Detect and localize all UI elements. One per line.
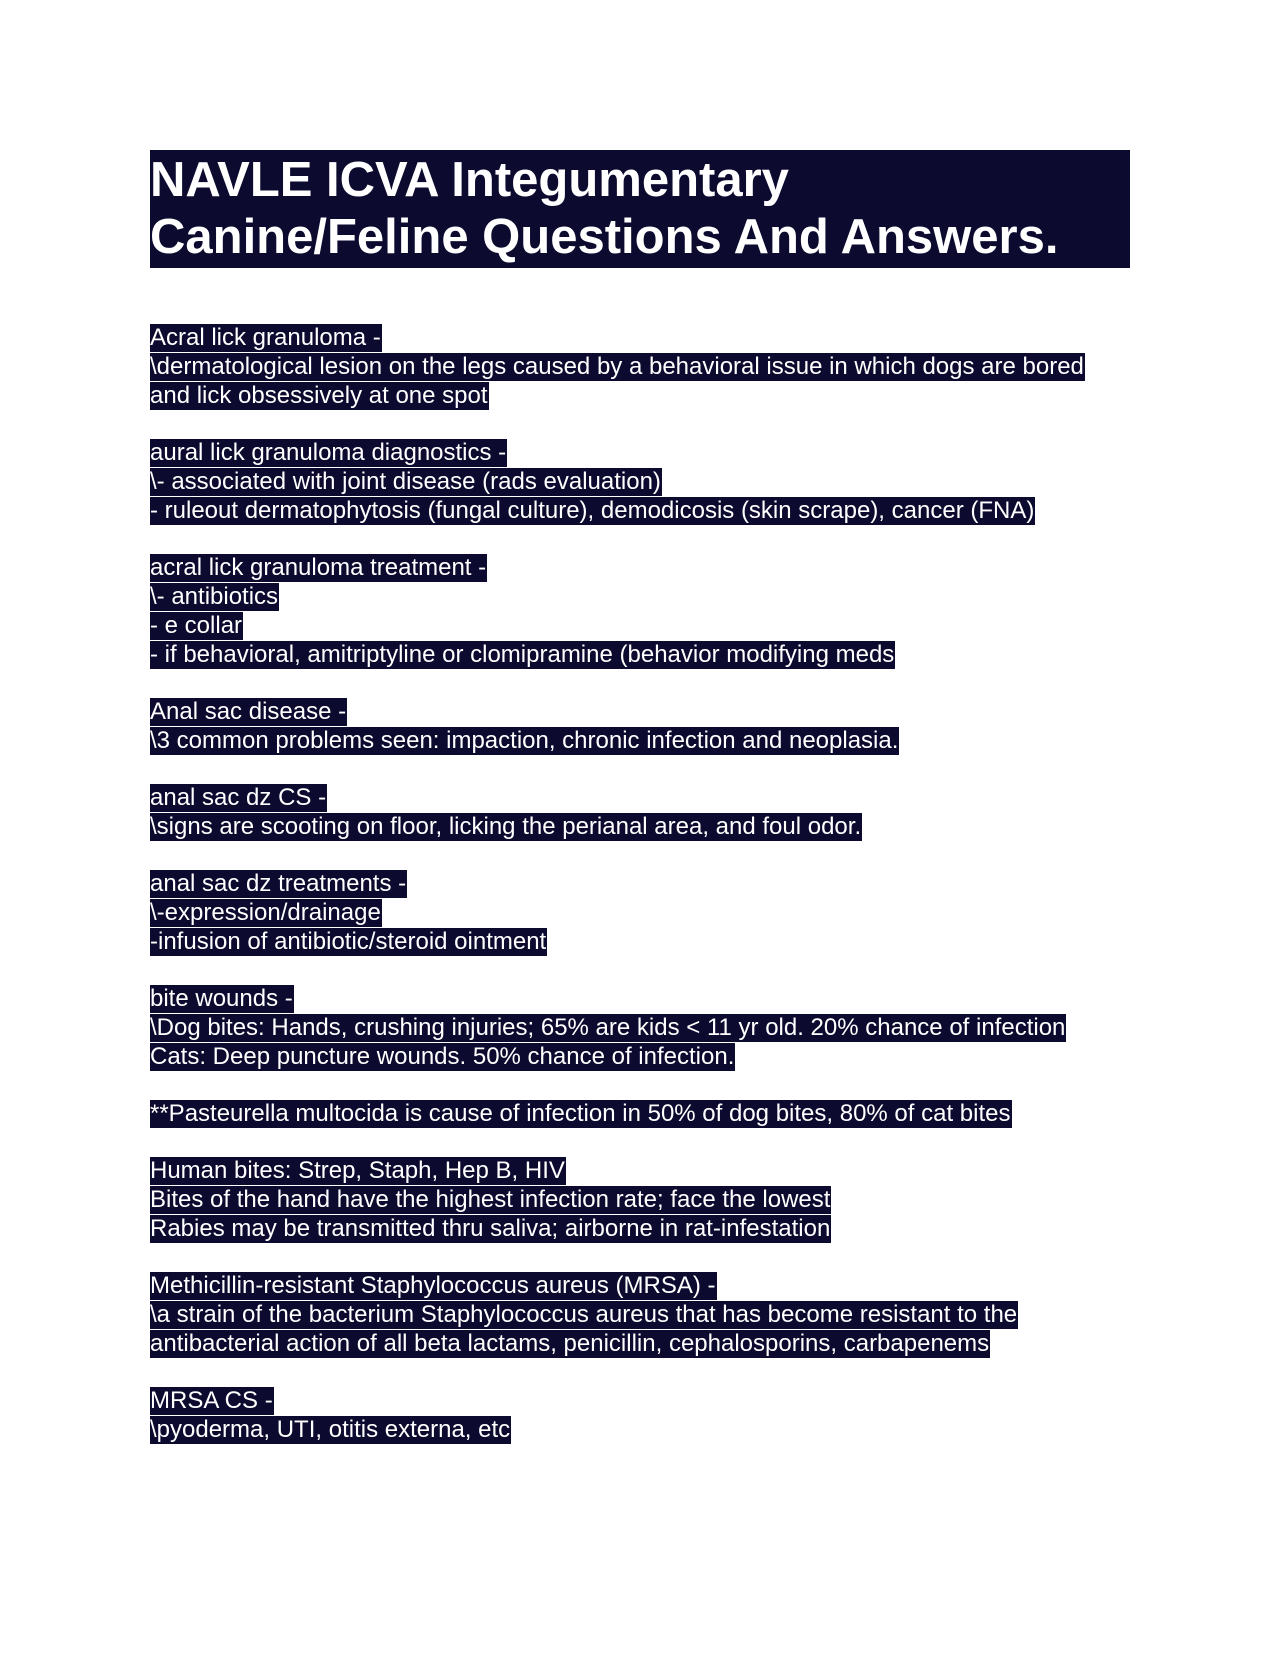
highlighted-text: Anal sac disease -: [150, 698, 347, 725]
qa-definition-line: [150, 812, 1130, 841]
highlighted-text: \dermatological lesion on the legs caused by a behavioral issue in which dogs are bored: [150, 353, 1084, 380]
qa-definition-line: [150, 640, 1130, 669]
highlighted-text: \3 common problems seen: impaction, chronic infection and neoplasia.: [150, 727, 899, 754]
document-page: [150, 150, 1130, 1472]
highlighted-text: \a strain of the bacterium Staphylococcus aureus that has become resistant to the: [150, 1301, 1018, 1328]
highlighted-text: \Dog bites: Hands, crushing injuries; 65% are kids < 11 yr old. 20% chance of infection: [150, 1014, 1066, 1041]
highlighted-text: anal sac dz CS -: [150, 784, 327, 811]
qa-definition-line: [150, 1214, 1130, 1243]
highlighted-text: anal sac dz treatments -: [150, 870, 407, 897]
qa-definition-line: [150, 352, 1130, 381]
qa-definition-line: [150, 496, 1130, 525]
qa-list: [150, 323, 1130, 1444]
qa-term: [150, 1386, 1130, 1415]
qa-definition-line: [150, 1013, 1130, 1042]
qa-definition-line: [150, 726, 1130, 755]
highlighted-text: bite wounds -: [150, 985, 293, 1012]
qa-definition-line: [150, 1300, 1130, 1329]
qa-definition-line: [150, 1185, 1130, 1214]
qa-term: [150, 697, 1130, 726]
qa-term: [150, 1156, 1130, 1185]
title-line-2: Canine/Feline Questions And Answers.: [150, 210, 1059, 264]
qa-item: [150, 1386, 1130, 1444]
qa-item: [150, 1271, 1130, 1358]
highlighted-text: Rabies may be transmitted thru saliva; airborne in rat-infestation: [150, 1215, 831, 1242]
qa-item: [150, 697, 1130, 755]
highlighted-text: \- associated with joint disease (rads evaluation): [150, 468, 661, 495]
document-title: [150, 150, 1130, 268]
qa-item: [150, 1156, 1130, 1243]
highlighted-text: - ruleout dermatophytosis (fungal culture), demodicosis (skin scrape), cancer (FNA): [150, 497, 1035, 524]
qa-item: [150, 438, 1130, 525]
highlighted-text: Cats: Deep puncture wounds. 50% chance of infection.: [150, 1043, 735, 1070]
qa-term: [150, 984, 1130, 1013]
qa-definition-line: [150, 467, 1130, 496]
highlighted-text: acral lick granuloma treatment -: [150, 554, 487, 581]
qa-definition-line: [150, 1415, 1130, 1444]
highlighted-text: **Pasteurella multocida is cause of infection in 50% of dog bites, 80% of cat bites: [150, 1100, 1011, 1127]
qa-definition-line: [150, 611, 1130, 640]
qa-definition-line: [150, 381, 1130, 410]
highlighted-text: \-expression/drainage: [150, 899, 381, 926]
highlighted-text: and lick obsessively at one spot: [150, 382, 488, 409]
highlighted-text: Methicillin-resistant Staphylococcus aureus (MRSA) -: [150, 1272, 716, 1299]
title-line-1: NAVLE ICVA Integumentary: [150, 153, 789, 207]
highlighted-text: Acral lick granuloma -: [150, 324, 381, 351]
qa-item: [150, 1099, 1130, 1128]
qa-definition-line: [150, 1042, 1130, 1071]
highlighted-text: \signs are scooting on floor, licking the perianal area, and foul odor.: [150, 813, 862, 840]
highlighted-text: Human bites: Strep, Staph, Hep B, HIV: [150, 1157, 565, 1184]
qa-item: [150, 783, 1130, 841]
qa-term: [150, 783, 1130, 812]
qa-term: [150, 553, 1130, 582]
qa-definition-line: [150, 898, 1130, 927]
highlighted-text: -infusion of antibiotic/steroid ointment: [150, 928, 547, 955]
qa-term: [150, 869, 1130, 898]
highlighted-text: \pyoderma, UTI, otitis externa, etc: [150, 1416, 511, 1443]
highlighted-text: \- antibiotics: [150, 583, 279, 610]
highlighted-text: antibacterial action of all beta lactams, penicillin, cephalosporins, carbapenems: [150, 1330, 990, 1357]
qa-term: [150, 1271, 1130, 1300]
highlighted-text: aural lick granuloma diagnostics -: [150, 439, 507, 466]
highlighted-text: - if behavioral, amitriptyline or clomipramine (behavior modifying meds: [150, 641, 895, 668]
qa-term: [150, 323, 1130, 352]
highlighted-text: MRSA CS -: [150, 1387, 273, 1414]
highlighted-text: Bites of the hand have the highest infection rate; face the lowest: [150, 1186, 831, 1213]
qa-definition-line: [150, 927, 1130, 956]
qa-definition-line: [150, 582, 1130, 611]
qa-item: [150, 869, 1130, 956]
qa-term: [150, 1099, 1130, 1128]
qa-item: [150, 984, 1130, 1071]
qa-definition-line: [150, 1329, 1130, 1358]
highlighted-text: - e collar: [150, 612, 243, 639]
qa-item: [150, 553, 1130, 669]
qa-term: [150, 438, 1130, 467]
qa-item: [150, 323, 1130, 410]
